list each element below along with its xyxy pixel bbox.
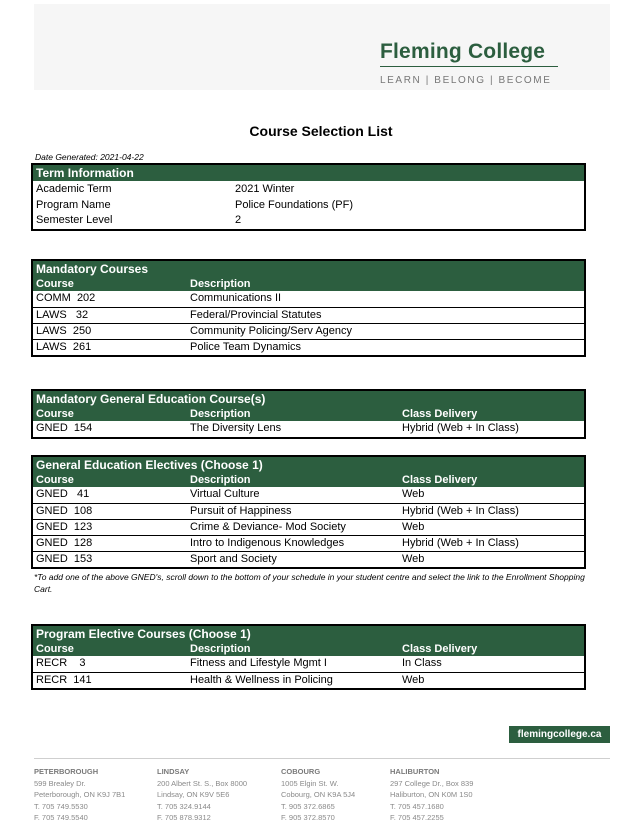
course-description: Communications II	[190, 292, 282, 304]
class-delivery: Hybrid (Web + In Class)	[402, 537, 519, 549]
course-code: LAWS 261	[36, 341, 92, 353]
campus-address-line: Lindsay, ON K9V 5E6	[157, 790, 230, 800]
course-code: RECR 3	[36, 657, 86, 669]
campus-name: COBOURG	[281, 767, 321, 776]
class-delivery: Web	[402, 521, 425, 533]
section-title: Program Elective Courses (Choose 1)	[36, 627, 251, 641]
column-headers	[33, 277, 584, 291]
table-row	[33, 421, 584, 437]
brand-rule	[380, 66, 558, 67]
description-column-header: Description	[190, 408, 251, 420]
section-title: Mandatory Courses	[36, 262, 149, 276]
course-code: GNED 123	[36, 521, 93, 533]
course-description: Police Team Dynamics	[190, 341, 302, 353]
delivery-column-header: Class Delivery	[402, 643, 478, 655]
campus-address-line: Peterborough, ON K9J 7B1	[34, 790, 126, 800]
course-description: Pursuit of Happiness	[190, 505, 292, 517]
campus-address-line: 200 Albert St. S., Box 8000	[157, 778, 248, 788]
campus-address-line: Cobourg, ON K9A 5J4	[281, 790, 356, 800]
course-code: COMM 202	[36, 292, 96, 304]
program-electives-header	[33, 626, 584, 656]
campus-lindsay	[157, 766, 247, 824]
class-delivery: Web	[402, 553, 425, 565]
class-delivery: Hybrid (Web + In Class)	[402, 422, 519, 434]
table-row	[33, 535, 584, 551]
term-label: Program Name	[36, 198, 111, 211]
course-description: Federal/Provincial Statutes	[190, 309, 322, 321]
course-column-header: Course	[36, 278, 74, 290]
gned-enrollment-note: *To add one of the above GNED's, scroll down to the bottom of your schedule in your student centre and select the link to the Enrollment Shopping Cart.	[34, 572, 585, 594]
campus-haliburton	[390, 766, 473, 824]
date-generated: Date Generated: 2021-04-22	[35, 152, 144, 162]
term-value: 2021 Winter	[235, 183, 295, 195]
course-code: LAWS 32	[36, 309, 89, 321]
campus-phone: T. 705 324.9144	[157, 801, 211, 811]
brand-tagline: LEARN | BELONG | BECOME	[380, 75, 552, 86]
table-row	[33, 323, 584, 339]
term-label: Semester Level	[36, 214, 113, 226]
course-description: Crime & Deviance- Mod Society	[190, 521, 346, 533]
campus-fax: F. 905 372.8570	[281, 813, 335, 823]
class-delivery: Hybrid (Web + In Class)	[402, 505, 519, 517]
table-row	[33, 551, 584, 567]
campus-fax: F. 705 457.2255	[390, 813, 444, 823]
course-description: The Diversity Lens	[190, 422, 282, 434]
course-code: GNED 108	[36, 505, 93, 517]
table-row	[33, 503, 584, 519]
table-row	[33, 339, 584, 355]
description-column-header: Description	[190, 643, 251, 655]
course-column-header: Course	[36, 643, 74, 655]
table-row	[33, 672, 584, 688]
campus-phone: T. 705 457.1680	[390, 801, 444, 811]
course-code: RECR 141	[36, 674, 92, 686]
term-row	[33, 213, 584, 229]
term-information-section	[31, 163, 586, 231]
program-electives-section	[31, 624, 586, 690]
campus-phone: T. 905 372.6865	[281, 801, 335, 811]
table-row	[33, 487, 584, 503]
website-link[interactable]: flemingcollege.ca	[509, 726, 610, 743]
term-row	[33, 182, 584, 198]
description-column-header: Description	[190, 474, 251, 486]
delivery-column-header: Class Delivery	[402, 408, 478, 420]
campus-address-line: 297 College Dr., Box 839	[390, 778, 474, 788]
table-row	[33, 291, 584, 307]
brand-name: Fleming College	[380, 40, 546, 63]
section-title: Term Information	[36, 166, 134, 180]
campus-name: LINDSAY	[157, 767, 190, 776]
class-delivery: In Class	[402, 657, 442, 669]
campus-fax: F. 705 749.5540	[34, 813, 88, 823]
course-description: Health & Wellness in Policing	[190, 674, 333, 686]
section-title: Mandatory General Education Course(s)	[36, 392, 266, 406]
course-description: Fitness and Lifestyle Mgmt I	[190, 657, 327, 669]
course-code: GNED 154	[36, 422, 93, 434]
mandatory-courses-header	[33, 261, 584, 291]
section-title: General Education Electives (Choose 1)	[36, 458, 263, 472]
column-headers	[33, 407, 584, 421]
campus-cobourg	[281, 766, 355, 824]
table-row	[33, 519, 584, 535]
term-information-header	[33, 165, 584, 181]
delivery-column-header: Class Delivery	[402, 474, 478, 486]
course-description: Intro to Indigenous Knowledges	[190, 537, 345, 549]
campus-phone: T. 705 749.5530	[34, 801, 88, 811]
mandatory-courses-section	[31, 259, 586, 357]
course-description: Virtual Culture	[190, 488, 260, 500]
term-value: 2	[235, 214, 242, 226]
gen-ed-electives-header	[33, 457, 584, 487]
course-code: GNED 128	[36, 537, 93, 549]
course-description: Community Policing/Serv Agency	[190, 325, 353, 337]
campus-peterborough	[34, 766, 125, 824]
term-row	[33, 198, 584, 214]
column-headers	[33, 642, 584, 656]
mandatory-gen-ed-section	[31, 389, 586, 439]
course-code: GNED 41	[36, 488, 90, 500]
footer-divider	[34, 758, 610, 759]
class-delivery: Web	[402, 488, 425, 500]
campus-fax: F. 705 878.9312	[157, 813, 211, 823]
campus-address-line: Haliburton, ON K0M 1S0	[390, 790, 473, 800]
campus-address-line: 599 Brealey Dr.	[34, 778, 86, 788]
course-column-header: Course	[36, 474, 74, 486]
course-column-header: Course	[36, 408, 74, 420]
page-title: Course Selection List	[249, 123, 393, 139]
column-headers	[33, 473, 584, 487]
course-description: Sport and Society	[190, 553, 277, 565]
gen-ed-electives-section	[31, 455, 586, 569]
course-code: LAWS 250	[36, 325, 92, 337]
class-delivery: Web	[402, 674, 425, 686]
course-code: GNED 153	[36, 553, 93, 565]
campus-name: PETERBOROUGH	[34, 767, 99, 776]
mandatory-gen-ed-header	[33, 391, 584, 421]
table-row	[33, 307, 584, 323]
description-column-header: Description	[190, 278, 251, 290]
term-value: Police Foundations (PF)	[235, 198, 353, 211]
table-row	[33, 656, 584, 672]
campus-address-line: 1005 Elgin St. W.	[281, 778, 339, 788]
campus-name: HALIBURTON	[390, 767, 440, 776]
term-label: Academic Term	[36, 183, 112, 195]
